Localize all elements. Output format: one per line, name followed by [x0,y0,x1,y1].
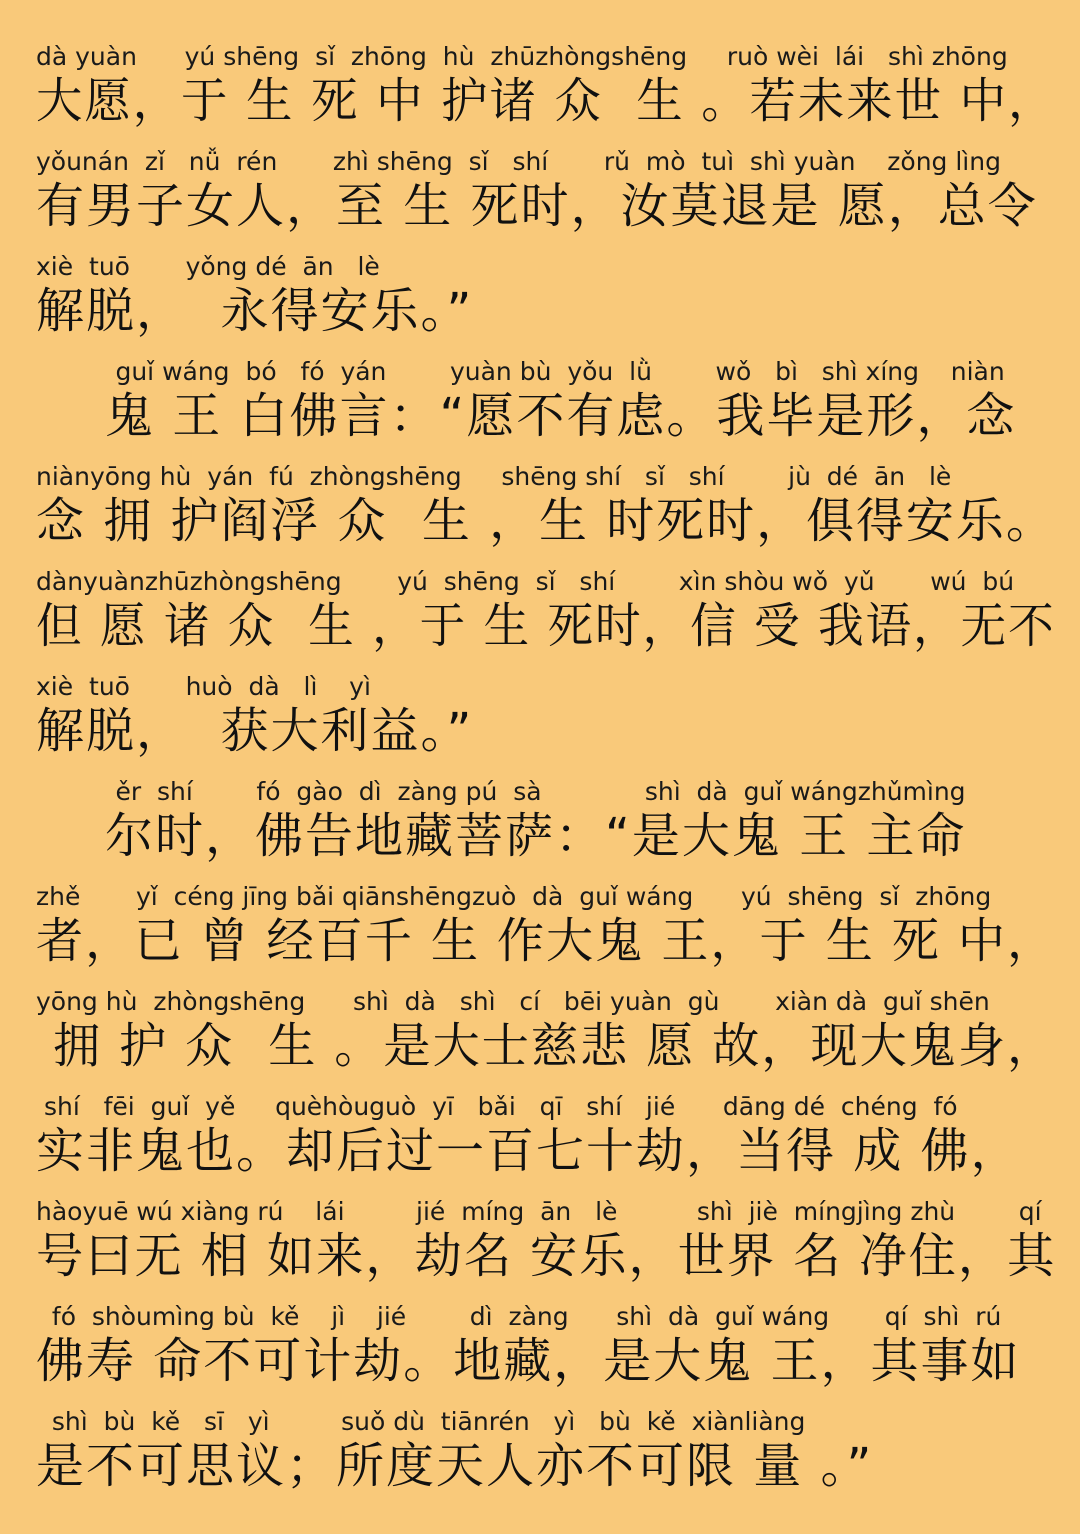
pinyin-line: hàoyuē wú xiàng rú lái jié míng ān lè shì jiè míngjìng zhù qí [36,1197,1042,1226]
chinese-line: 佛寿 命不可计劫。地藏，是大鬼 王，其事如 [36,1333,1021,1389]
chinese-line: 鬼 王 白佛言：“愿不有虑。我毕是形，念 [36,388,1017,444]
chinese-line: 解脱， 永得安乐。” [36,283,474,339]
pinyin-line: xiè tuō yǒng dé ān lè [36,252,380,281]
pinyin-line: yǒunán zǐ nǚ rén zhì shēng sǐ shí rǔ mò tuì shì yuàn zǒng lìng [36,147,1001,176]
pinyin-line: fó shòumìng bù kě jì jié dì zàng shì dà guǐ wáng qí shì rú [36,1302,1002,1331]
chinese-line: 但 愿 诸 众 生 ，于 生 死时，信 受 我语，无不 [36,598,1056,654]
pinyin-line: xiè tuō huò dà lì yì [36,672,371,701]
pinyin-line: niànyōng hù yán fú zhòngshēng shēng shí sǐ shí jù dé ān lè [36,462,952,491]
chinese-line: 有男子女人，至 生 死时，汝莫退是 愿，总令 [36,178,1038,234]
chinese-line: 念 拥 护阎浮 众 生 ，生 时死时，俱得安乐。 [36,493,1056,549]
pinyin-line: dà yuàn yú shēng sǐ zhōng hù zhūzhòngshēng ruò wèi lái shì zhōng [36,42,1008,71]
chinese-line: 尔时，佛告地藏菩萨：“是大鬼 王 主命 [36,808,967,864]
chinese-line: 解脱， 获大利益。” [36,703,474,759]
pinyin-line: shì bù kě sī yì suǒ dù tiānrén yì bù kě xiànliàng [36,1407,806,1436]
chinese-line: 实非鬼也。却后过一百七十劫，当得 成 佛， [36,1123,1021,1179]
pinyin-line: shí fēi guǐ yě quèhòuguò yī bǎi qī shí jié dāng dé chéng fó [36,1092,958,1121]
pinyin-line: zhě yǐ céng jīng bǎi qiānshēngzuò dà guǐ wáng yú shēng sǐ zhōng [36,882,992,911]
pinyin-line: dànyuànzhūzhòngshēng yú shēng sǐ shí xìn shòu wǒ yǔ wú bú [36,567,1015,596]
chinese-line: 号曰无 相 如来，劫名 安乐，世界 名 净住，其 [36,1228,1057,1284]
chinese-line: 者，已 曾 经百千 生 作大鬼 王，于 生 死 中， [36,913,1057,969]
chinese-line: 是不可思议；所度天人亦不可限 量 。” [36,1438,874,1494]
pinyin-line: yōng hù zhòngshēng shì dà shì cí bēi yuàn gù xiàn dà guǐ shēn [36,987,990,1016]
chinese-line: 拥 护 众 生 。是大士慈悲 愿 故，现大鬼身， [36,1018,1057,1074]
pinyin-line: guǐ wáng bó fó yán yuàn bù yǒu lǜ wǒ bì shì xíng niàn [36,357,1005,386]
chinese-line: 大愿，于 生 死 中 护诸 众 生 。若未来世 中， [36,73,1057,129]
pinyin-line: ěr shí fó gào dì zàng pú sà shì dà guǐ wángzhǔmìng [36,777,966,806]
